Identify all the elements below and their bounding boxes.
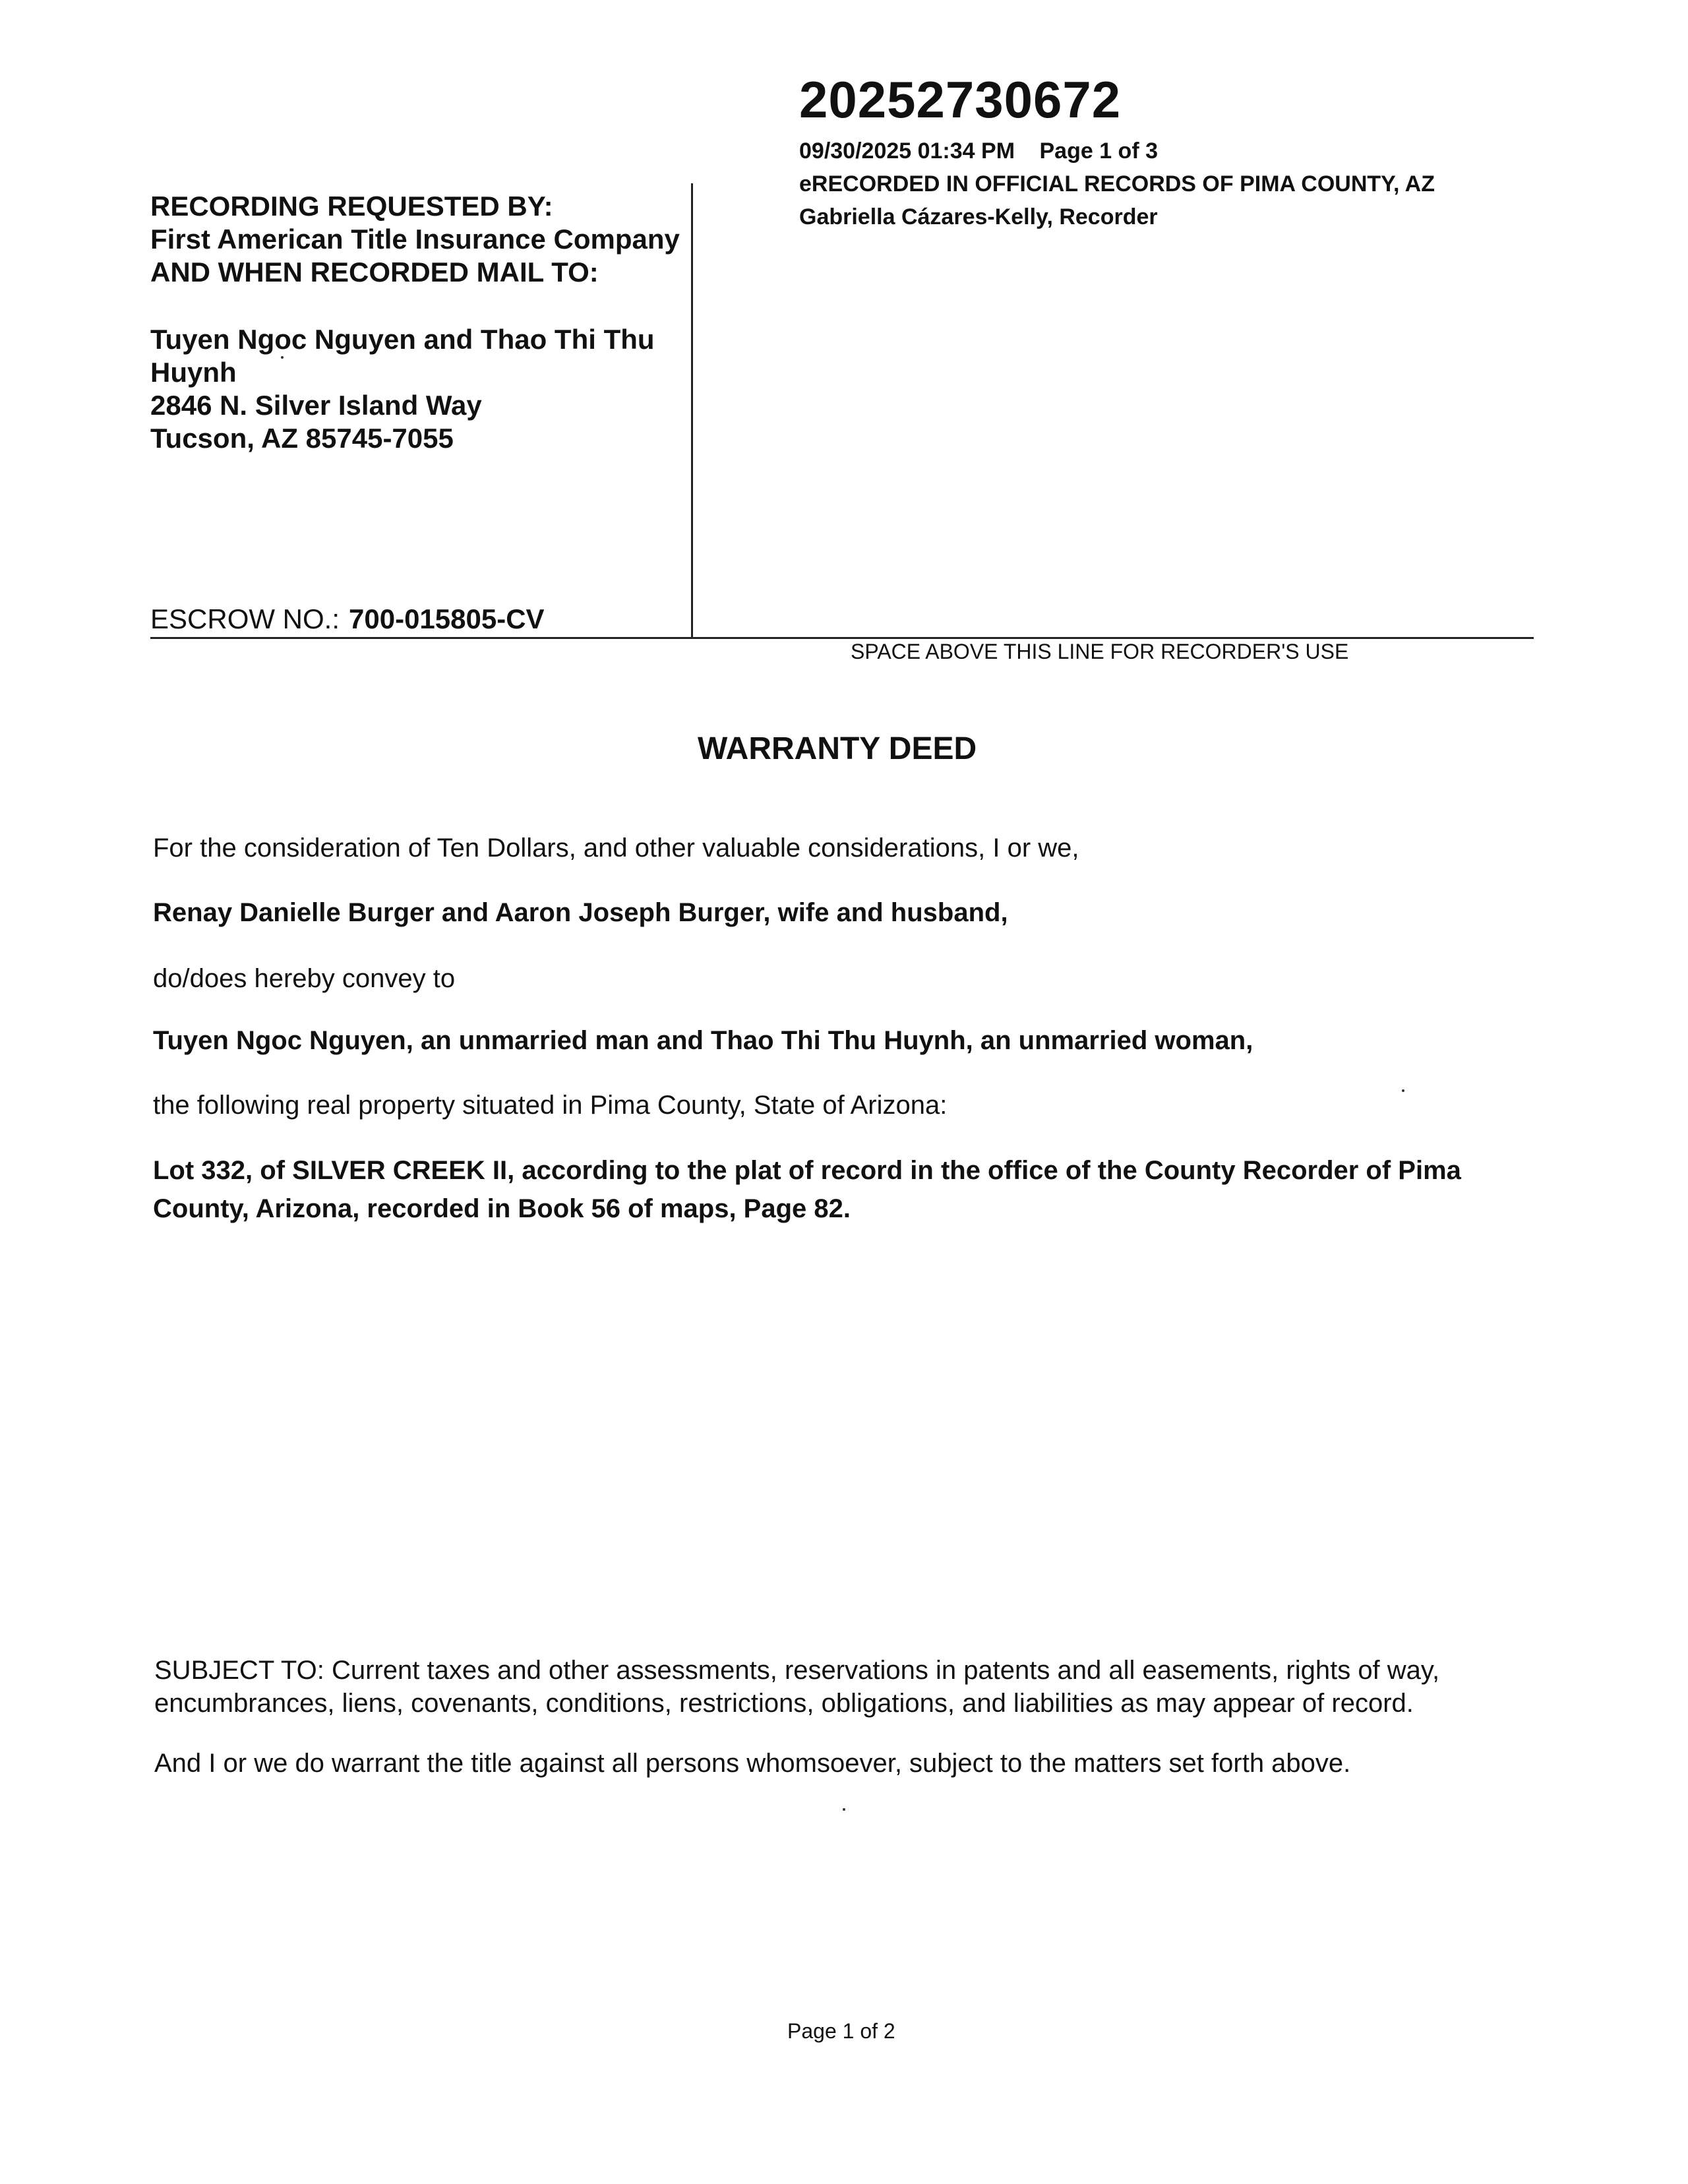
recorder-name: Gabriella Cázares-Kelly, Recorder — [799, 204, 1158, 229]
grantors: Renay Danielle Burger and Aaron Joseph Burger, wife and husband, — [153, 898, 1008, 927]
consideration-text: For the consideration of Ten Dollars, and other valuable considerations, I or we, — [153, 834, 1079, 863]
requested-by-company: First American Title Insurance Company — [150, 224, 680, 255]
escrow-number-line — [150, 605, 545, 633]
escrow-label: ESCROW NO.: — [150, 603, 340, 634]
grantees: Tuyen Ngoc Nguyen, an unmarried man and Thao Thi Thu Huynh, an unmarried woman, — [153, 1026, 1253, 1055]
document-number: 20252730672 — [799, 71, 1122, 129]
warranty-clause: And I or we do warrant the title against all persons whomsoever, subject to the matters set forth above. — [154, 1749, 1351, 1778]
subject-to-clause: SUBJECT TO: Current taxes and other assessments, reservations in patents and all easements, rights of way, encumbrances, liens, covenants, conditions, restrictions, obligations, and liabilities as may appear of record. — [154, 1656, 1440, 1718]
recording-box-divider — [691, 183, 693, 638]
recording-date-time: 09/30/2025 01:34 PM — [799, 138, 1015, 164]
erecorded-line: eRECORDED IN OFFICIAL RECORDS OF PIMA COUNTY, AZ — [799, 171, 1435, 197]
recording-page-info: Page 1 of 3 — [1039, 138, 1158, 164]
recording-date-line — [799, 140, 1158, 162]
space-above-note: SPACE ABOVE THIS LINE FOR RECORDER'S USE — [851, 640, 1349, 663]
scan-speck — [843, 1808, 845, 1811]
property-intro: the following real property situated in Pima County, State of Arizona: — [153, 1091, 948, 1120]
escrow-number: 700-015805-CV — [349, 603, 545, 634]
mail-to-name-line1: Tuyen Ngoc Nguyen and Thao Thi Thu — [150, 324, 655, 355]
recording-requested-heading: RECORDING REQUESTED BY: — [150, 191, 553, 222]
scan-speck — [281, 356, 284, 359]
page-footer: Page 1 of 2 — [787, 2019, 895, 2043]
scan-speck — [1402, 1089, 1404, 1092]
mail-to-city: Tucson, AZ 85745-7055 — [150, 423, 454, 454]
deed-title: WARRANTY DEED — [698, 731, 977, 766]
legal-description: Lot 332, of SILVER CREEK II, according to the plat of record in the office of the County Recorder of Pima County, Arizona, recorded in Book 56 of maps, Page 82. — [153, 1156, 1461, 1223]
mail-to-street: 2846 N. Silver Island Way — [150, 390, 482, 421]
recorder-use-rule — [150, 637, 1534, 639]
convey-text: do/does hereby convey to — [153, 964, 456, 993]
mail-to-name-line2: Huynh — [150, 357, 237, 388]
mail-to-heading: AND WHEN RECORDED MAIL TO: — [150, 257, 599, 288]
